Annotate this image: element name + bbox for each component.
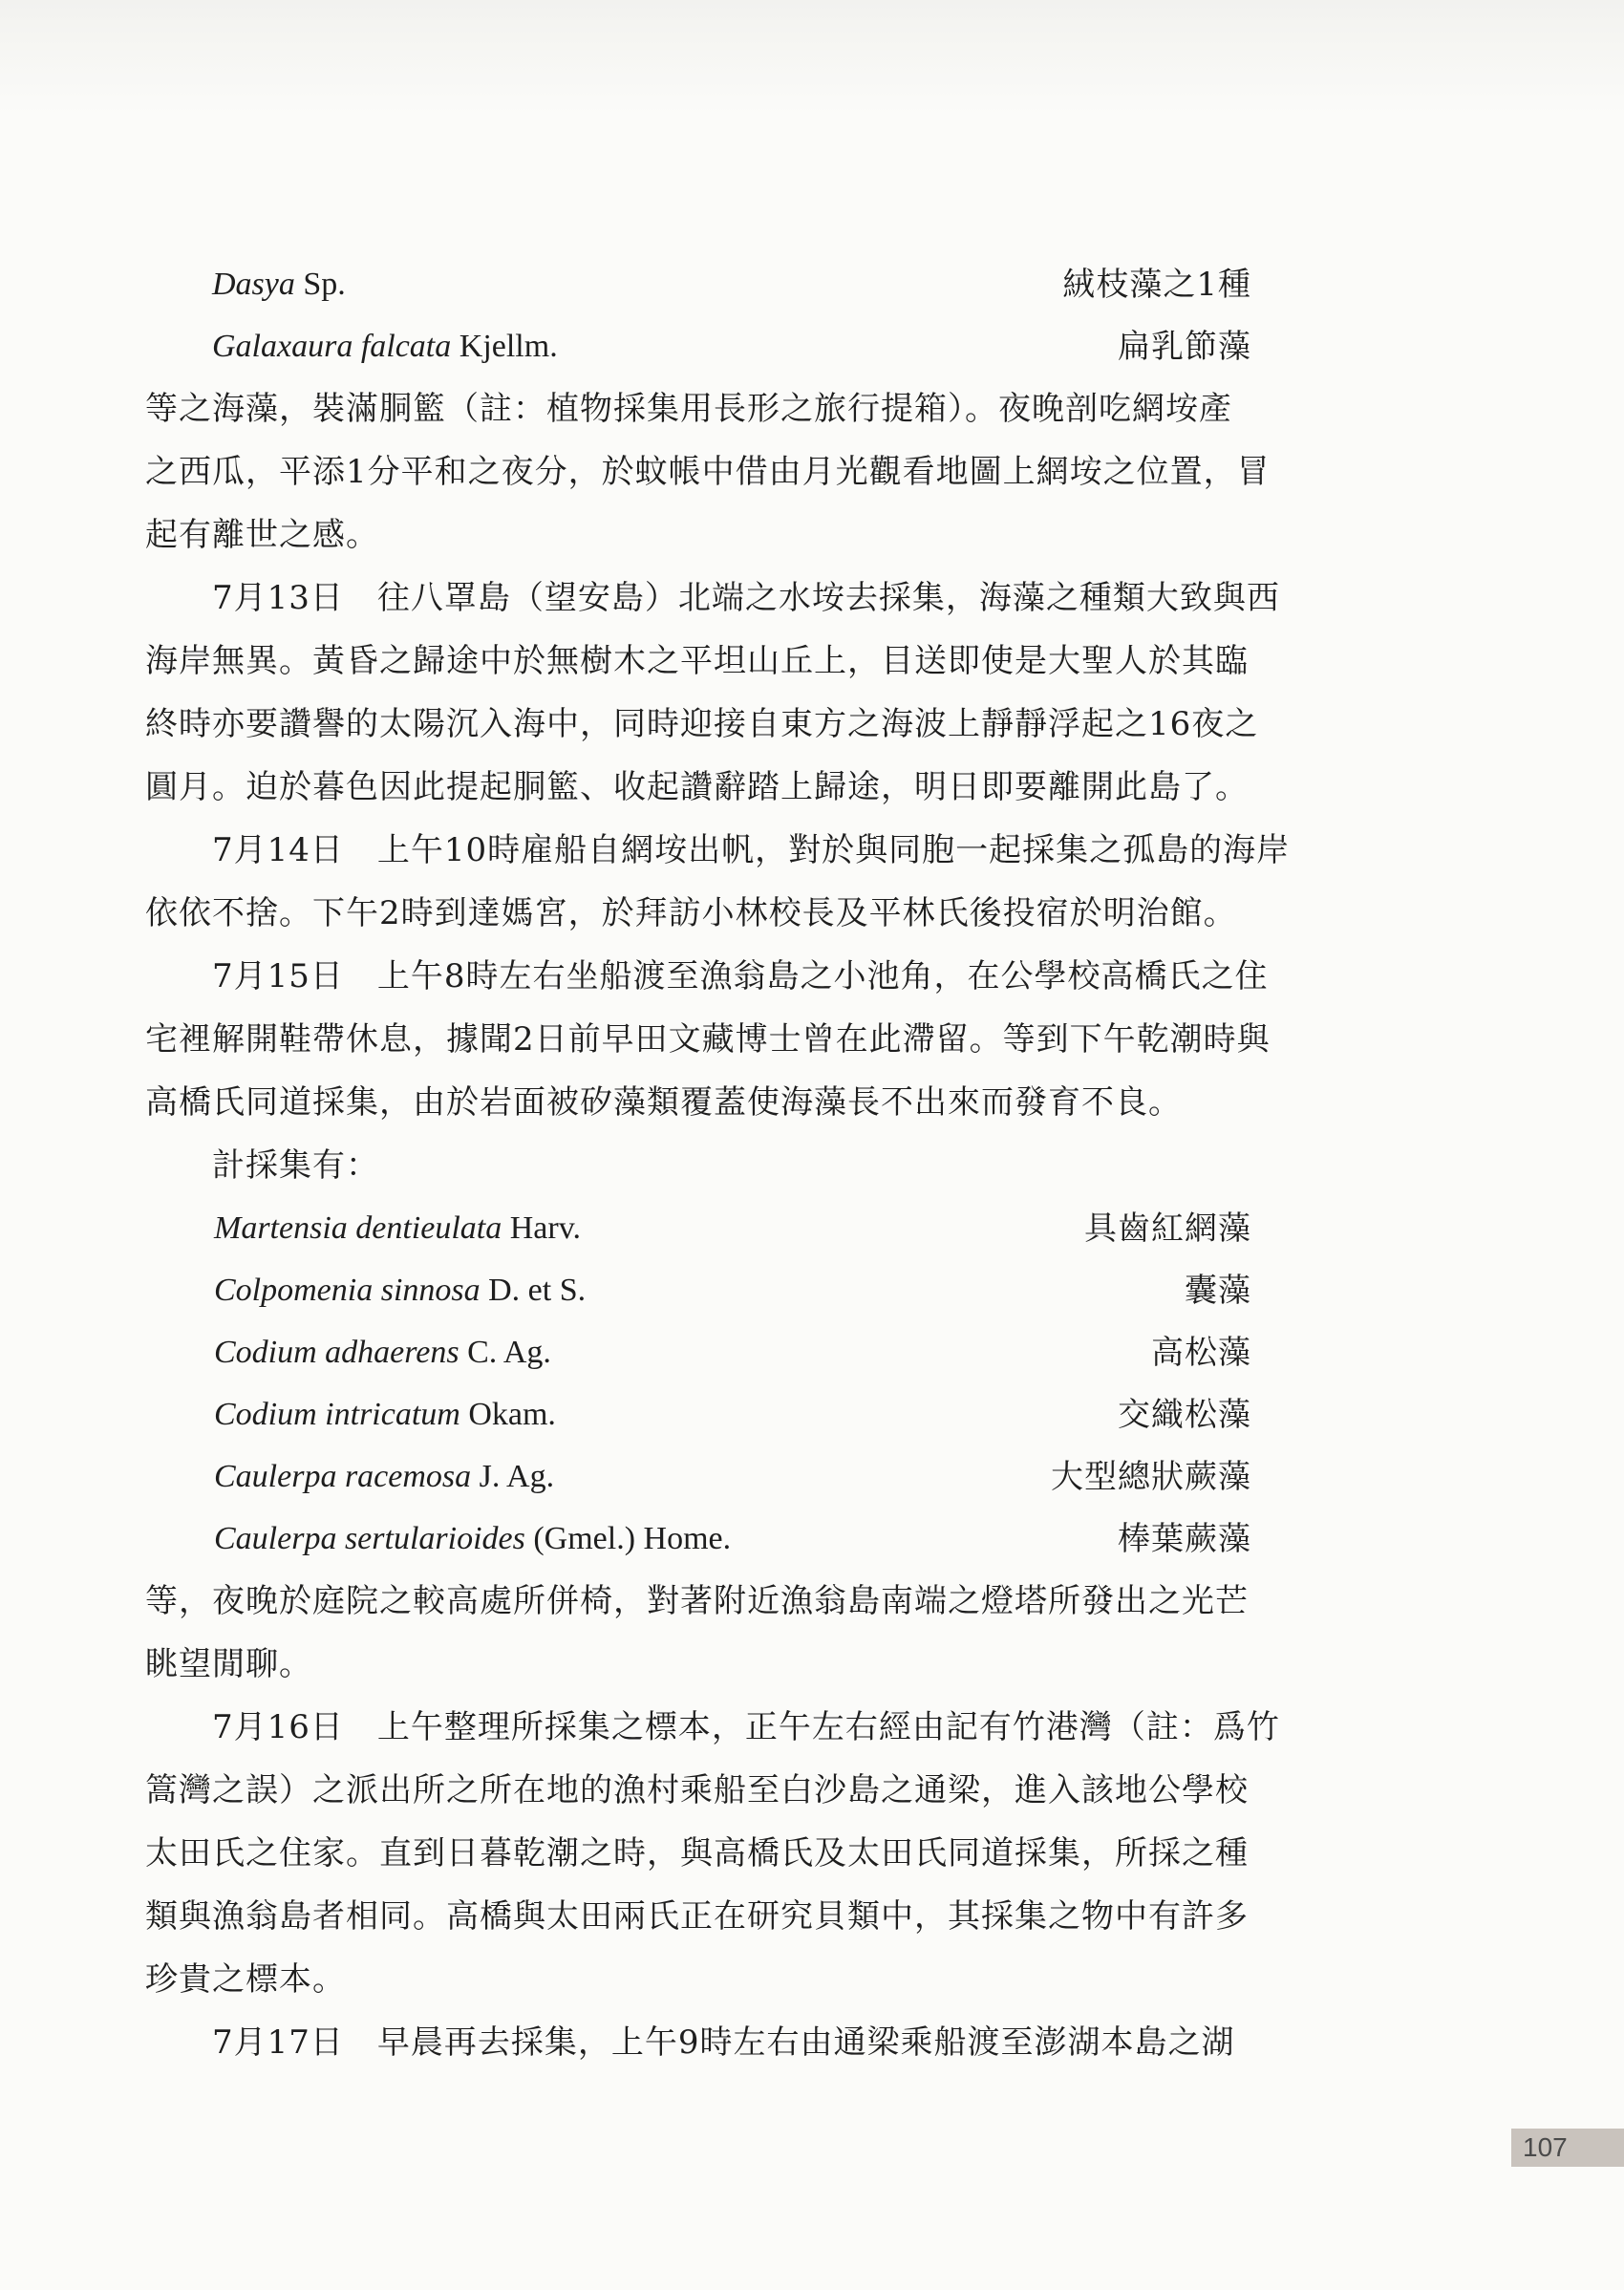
species-latin-galaxaura: Galaxaura falcata Kjellm. bbox=[212, 329, 558, 364]
paragraph-line: 珍貴之標本。 bbox=[145, 1960, 346, 1999]
list-intro: 計採集有： bbox=[212, 1146, 379, 1185]
paragraph-line: 起有離世之感。 bbox=[145, 516, 379, 554]
species-latin: Caulerpa sertularioides (Gmel.) Home. bbox=[214, 1521, 732, 1556]
species-latin: Codium adhaerens C. Ag. bbox=[214, 1335, 551, 1370]
paragraph-line: 類與漁翁島者相同。高橋與太田兩氏正在研究貝類中，其採集之物中有許多 bbox=[145, 1897, 1249, 1936]
species-chinese: 具齒紅網藻 bbox=[1084, 1209, 1251, 1248]
paragraph-line: 7月13日 往八罩島（望安島）北端之水垵去採集，海藻之種類大致與西 bbox=[212, 579, 1280, 617]
page-number: 107 bbox=[1511, 2129, 1624, 2167]
paragraph-line: 7月17日 早晨再去採集，上午9時左右由通梁乘船渡至澎湖本島之湖 bbox=[212, 2023, 1235, 2062]
species-latin: Martensia dentieulata Harv. bbox=[214, 1210, 582, 1246]
species-chinese: 高松藻 bbox=[1151, 1334, 1251, 1372]
species-chinese: 囊藻 bbox=[1185, 1272, 1251, 1310]
paragraph-line: 7月14日 上午10時雇船自網垵出帆，對於與同胞一起採集之孤島的海岸 bbox=[212, 831, 1291, 869]
species-chinese: 棒葉蕨藻 bbox=[1118, 1520, 1251, 1558]
paragraph-line: 眺望閒聊。 bbox=[145, 1645, 312, 1683]
paragraph-line: 等之海藻，裝滿胴籃（註：植物採集用長形之旅行提箱）。夜晚剖吃網垵產 bbox=[145, 390, 1232, 428]
scan-top-shading bbox=[0, 0, 1624, 115]
paragraph-line: 終時亦要讚譽的太陽沉入海中，同時迎接自東方之海波上靜靜浮起之16夜之 bbox=[145, 705, 1259, 743]
paragraph-line: 海岸無異。黃昏之歸途中於無樹木之平坦山丘上，目送即使是大聖人於其臨 bbox=[145, 642, 1249, 680]
paragraph-line: 太田氏之住家。直到日暮乾潮之時，與高橋氏及太田氏同道採集，所採之種 bbox=[145, 1834, 1249, 1873]
paragraph-line: 圓月。迫於暮色因此提起胴籃、收起讚辭踏上歸途，明日即要離開此島了。 bbox=[145, 768, 1249, 806]
paragraph-line: 之西瓜，平添1分平和之夜分，於蚊帳中借由月光觀看地圖上網垵之位置，冒 bbox=[145, 453, 1271, 491]
paragraph-line: 7月16日 上午整理所採集之標本，正午左右經由記有竹港灣（註：爲竹 bbox=[212, 1708, 1280, 1746]
species-latin-dasya: Dasya Sp. bbox=[212, 267, 346, 302]
paragraph-line: 宅裡解開鞋帶休息，據聞2日前早田文藏博士曾在此滯留。等到下午乾潮時與 bbox=[145, 1020, 1271, 1059]
species-chinese: 大型總狀蕨藻 bbox=[1051, 1458, 1251, 1496]
species-chinese: 交織松藻 bbox=[1118, 1396, 1251, 1434]
species-latin: Caulerpa racemosa J. Ag. bbox=[214, 1459, 555, 1494]
species-chinese-dasya: 絨枝藻之1種 bbox=[1062, 266, 1251, 304]
species-latin: Codium intricatum Okam. bbox=[214, 1397, 556, 1432]
species-chinese-galaxaura: 扁乳節藻 bbox=[1118, 328, 1251, 366]
paragraph-line: 篙灣之誤）之派出所之所在地的漁村乘船至白沙島之通梁，進入該地公學校 bbox=[145, 1771, 1249, 1809]
paragraph-line: 高橋氏同道採集，由於岩面被矽藻類覆蓋使海藻長不出來而發育不良。 bbox=[145, 1083, 1182, 1122]
paragraph-line: 等，夜晚於庭院之較高處所併椅，對著附近漁翁島南端之燈塔所發出之光芒 bbox=[145, 1582, 1249, 1620]
paragraph-line: 7月15日 上午8時左右坐船渡至漁翁島之小池角，在公學校高橋氏之住 bbox=[212, 957, 1269, 995]
species-latin: Colpomenia sinnosa D. et S. bbox=[214, 1273, 587, 1308]
paragraph-line: 依依不捨。下午2時到達媽宮，於拜訪小林校長及平林氏後投宿於明治館。 bbox=[145, 894, 1237, 932]
